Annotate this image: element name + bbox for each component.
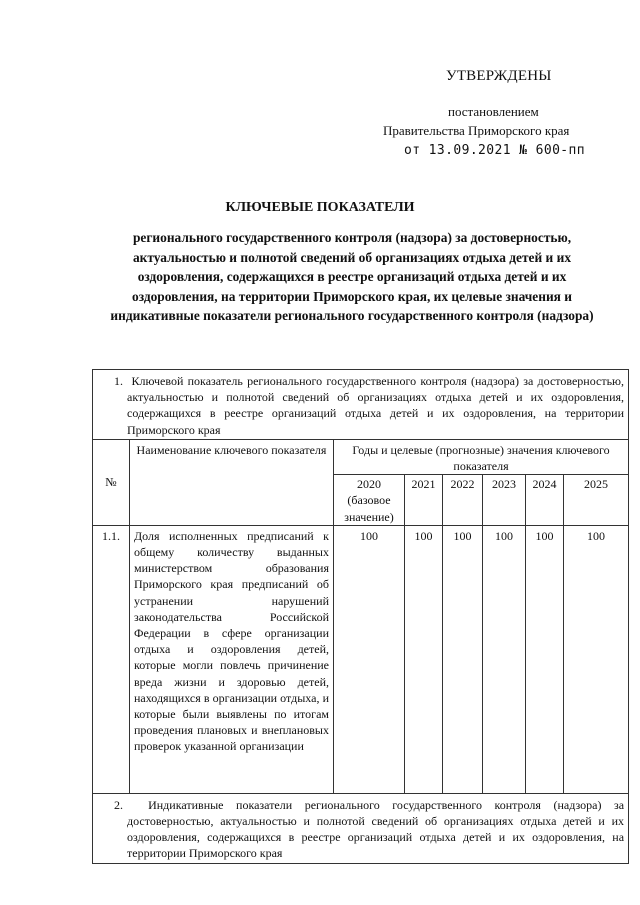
indicators-table [92,369,629,864]
value-2021: 100 [405,525,443,793]
row-indicator-name: Доля исполненных предписаний к общему количеству выданных министерством образования Приморского края предписаний об устранении нарушений законодательства Российской Федерации в сфере организации отдыха и оздоровления детей, которые могли повлечь причинение вреда жизни и здоровью детей, находящихся в организации отдыха, и которые были выявлены по итогам проведения плановых и внеплановых проверок указанной организации [130,525,334,793]
document-subtitle: регионального государственного контроля (надзора) за достоверностью, актуальностью и полнотой сведений об организациях отдыха детей и их оздоровления, содержащихся в реестре организаций отдыха детей и их оздоровления, на территории Приморского края, их целевые значения и индикативные показатели регионального государственного контроля (надзора) [110,230,594,324]
header-years-group: Годы и целевые (прогнозные) значения ключевого показателя [334,439,629,474]
section-1-number: 1. [114,374,123,388]
row-number: 1.1. [93,525,130,793]
table-header-row [93,439,629,474]
value-2022: 100 [443,525,483,793]
section-2-text: Индикативные показатели регионального государственного контроля (надзора) за достоверностью, актуальностью и полнотой сведений об организациях отдыха детей и их оздоровления, содержащихся в реестре организаций отдыха детей и их оздоровления, на территории Приморского края [127,797,625,861]
table-row [93,525,629,793]
header-number: № [93,439,130,525]
year-2021: 2021 [405,475,443,526]
approval-by: постановлением [448,104,539,119]
year-2024: 2024 [526,475,564,526]
header-name: Наименование ключевого показателя [130,439,334,525]
year-2025: 2025 [564,475,629,526]
section-2-row [93,793,629,863]
value-2024: 100 [526,525,564,793]
approval-government: Правительства Приморского края [383,123,570,138]
approval-stamp [0,60,640,170]
section-1-text: Ключевой показатель регионального государственного контроля (надзора) за достоверностью, актуальностью и полнотой сведений об организациях отдыха детей и их оздоровления, содержащихся в реестре организаций отдыха детей и их оздоровления, на территории Приморского края [127,374,625,437]
section-1-row [93,370,629,440]
value-2025: 100 [564,525,629,793]
section-2-number: 2. [114,797,123,812]
approval-decree: от 13.09.2021 № 600-пп [404,143,585,158]
year-2022: 2022 [443,475,483,526]
year-2020: 2020 (базовое значение) [334,475,405,526]
document-title: КЛЮЧЕВЫЕ ПОКАЗАТЕЛИ [225,200,415,215]
approval-title: УТВЕРЖДЕНЫ [446,68,552,84]
year-2023: 2023 [483,475,526,526]
value-2020: 100 [334,525,405,793]
value-2023: 100 [483,525,526,793]
